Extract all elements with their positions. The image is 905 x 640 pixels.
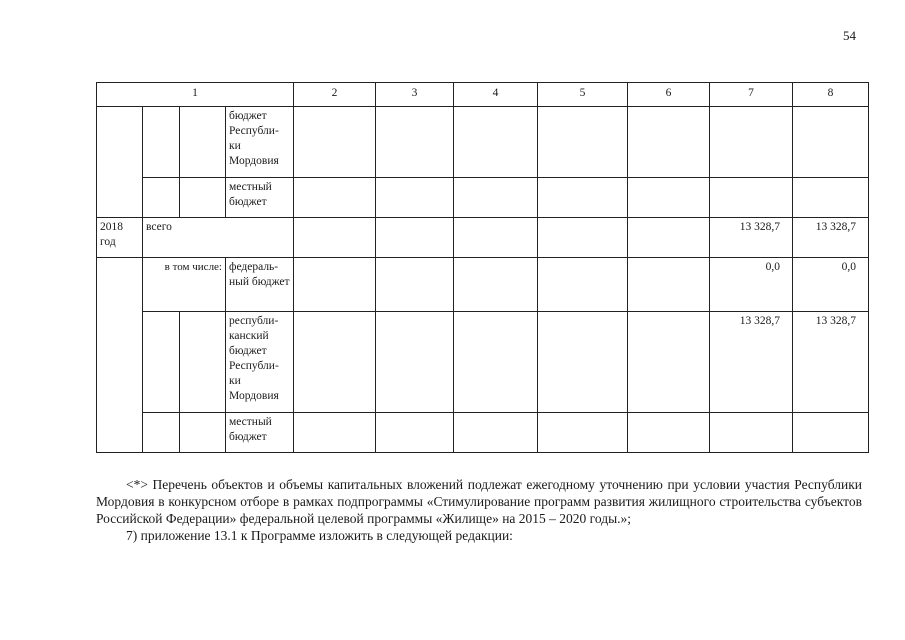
header-cell-8: 8 [793,83,869,107]
empty-cell [143,312,180,413]
empty-cell [180,178,226,218]
header-cell-7: 7 [710,83,793,107]
value-cell-col7: 13 328,7 [710,312,793,413]
empty-cell [180,107,226,178]
year-cell: 2018 год [97,218,143,258]
empty-cell [180,312,226,413]
value-cell-col8: 13 328,7 [793,312,869,413]
table-row [97,218,869,258]
table-row [97,178,869,218]
budget-source-cell: республи-канский бюджет Республи-ки Мордовия [226,312,294,413]
empty-cell [143,107,180,178]
budget-table [96,82,869,453]
header-cell-6: 6 [628,83,710,107]
budget-source-cell: местный бюджет [226,178,294,218]
header-cell-2: 2 [294,83,376,107]
table-row [97,258,869,312]
value-cell-col8: 13 328,7 [793,218,869,258]
footnote-text: <*> Перечень объектов и объемы капитальных вложений подлежат ежегодному уточнению при условии участия Республики Мордовия в конкурсном отборе в рамках подпрограммы «Стимулирование программ развития жилищного строительства субъектов Российской Федерации» федеральной целевой программы «Жилище» на 2015 – 2020 годы.»; [96,477,862,526]
empty-cell [143,178,180,218]
header-cell-1: 1 [97,83,294,107]
budget-source-cell: федераль-ный бюджет [226,258,294,312]
budget-source-cell: местный бюджет [226,413,294,453]
value-cell-col8: 0,0 [793,258,869,312]
empty-cell [143,413,180,453]
value-cell-col7: 0,0 [710,258,793,312]
header-cell-4: 4 [454,83,538,107]
table-row [97,413,869,453]
empty-cell [97,258,143,453]
header-cell-3: 3 [376,83,454,107]
including-label-cell: в том числе: [143,258,226,312]
empty-cell [97,107,143,218]
total-label-cell: всего [143,218,294,258]
table-header-row [97,83,869,107]
header-cell-5: 5 [538,83,628,107]
table-row [97,107,869,178]
budget-source-cell: бюджет Республи-ки Мордовия [226,107,294,178]
value-cell-col7: 13 328,7 [710,218,793,258]
page-number: 54 [843,28,856,43]
empty-cell [180,413,226,453]
table-row [97,312,869,413]
footnote-block [96,476,862,544]
amendment-item: 7) приложение 13.1 к Программе изложить в следующей редакции: [126,528,513,543]
